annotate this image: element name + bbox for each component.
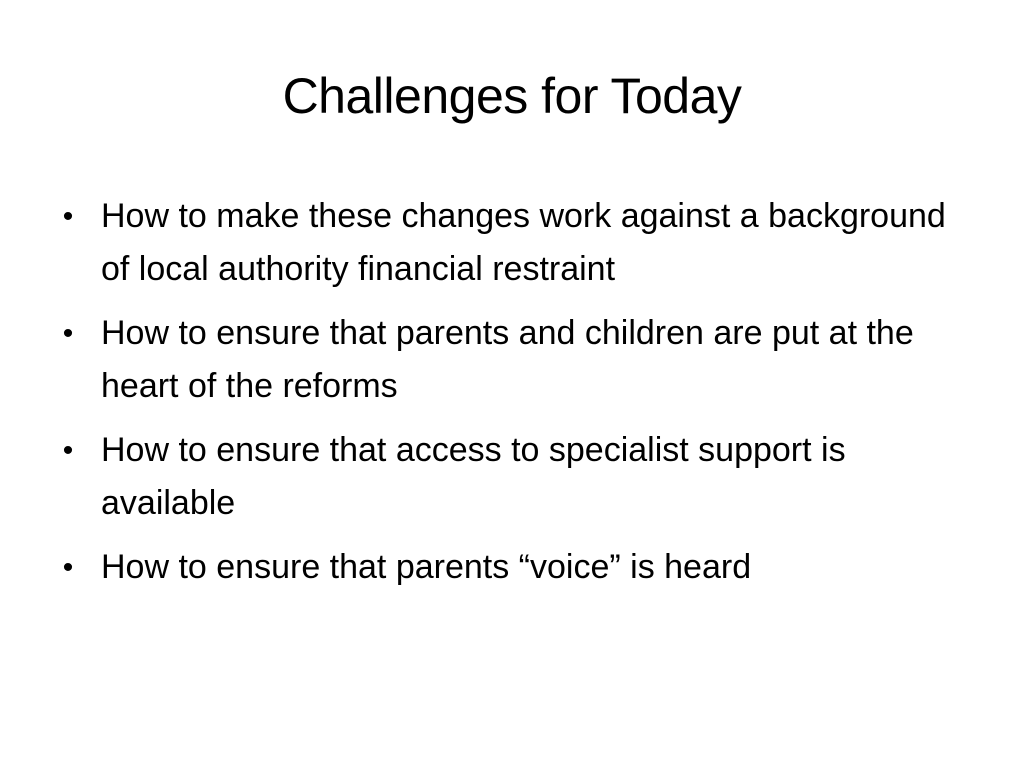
bullet-item (58, 190, 958, 296)
bullet-dot-icon: • (62, 551, 74, 584)
bullet-text: How to make these changes work against a background of local authority financial restraint (101, 197, 946, 288)
bullet-dot-icon: • (62, 317, 74, 350)
bullet-item (58, 541, 958, 594)
bullet-item (58, 424, 958, 530)
bullet-text: How to ensure that access to specialist support is available (101, 431, 846, 522)
bullet-item (58, 307, 958, 413)
bullet-text: How to ensure that parents “voice” is heard (101, 548, 752, 586)
bullet-list (58, 190, 958, 605)
bullet-dot-icon: • (62, 434, 74, 467)
slide-title: Challenges for Today (282, 68, 742, 124)
bullet-dot-icon: • (62, 200, 74, 233)
bullet-text: How to ensure that parents and children are put at the heart of the reforms (101, 314, 914, 405)
